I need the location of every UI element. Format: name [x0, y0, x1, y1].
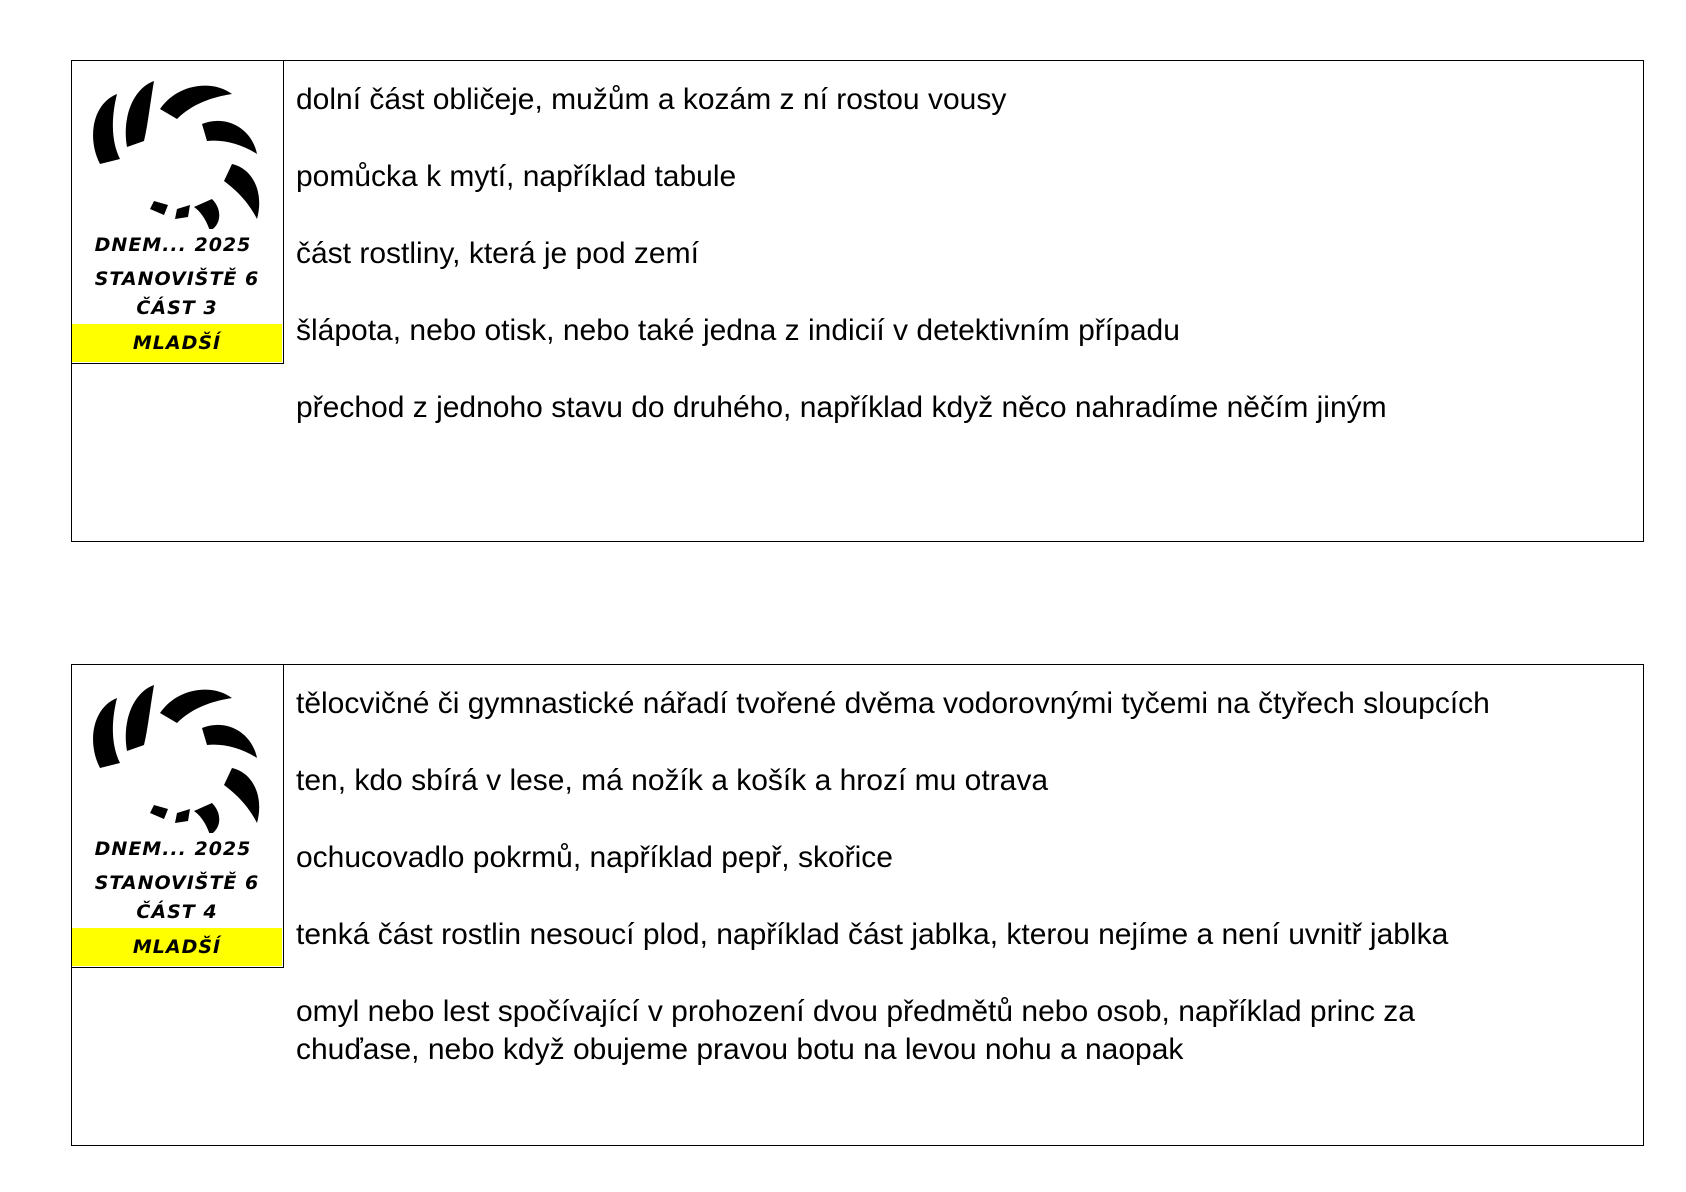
clue-item: tenká část rostlin nesoucí plod, například část jablka, kterou nejíme a není uvnitř jablka — [296, 918, 1449, 951]
clue-item: tělocvičné či gymnastické nářadí tvořené dvěma vodorovnými tyčemi na čtyřech sloupcích — [296, 687, 1490, 720]
clue-item: pomůcka k mytí, například tabule — [296, 160, 737, 193]
swirl-logo-icon — [82, 673, 272, 833]
clue-item: šlápota, nebo otisk, nebo také jedna z indicií v detektivním případu — [296, 314, 1180, 347]
logo-event-year: DNEM... 2025 — [94, 234, 252, 256]
clue-list — [296, 685, 1626, 1108]
logo-station: STANOVIŠTĚ 6 — [94, 872, 260, 894]
logo-event-year: DNEM... 2025 — [94, 838, 252, 860]
event-logo — [72, 61, 284, 364]
logo-part: ČÁST 4 — [136, 901, 218, 923]
clue-item: ochucovadlo pokrmů, například pepř, skořice — [296, 841, 893, 874]
clue-item: dolní část obličeje, mužům a kozám z ní rostou vousy — [296, 83, 1007, 116]
clue-item: přechod z jednoho stavu do druhého, například když něco nahradíme něčím jiným — [296, 391, 1387, 424]
clue-item: omyl nebo lest spočívající v prohození dvou předmětů nebo osob, například princ za chuďase, nebo když obujeme pravou botu na levou nohu a naopak — [296, 995, 1415, 1066]
clue-list — [296, 81, 1626, 466]
clue-item: část rostliny, která je pod zemí — [296, 237, 699, 270]
logo-group: MLADŠÍ — [132, 936, 222, 958]
clue-item: ten, kdo sbírá v lese, má nožík a košík a hrozí mu otrava — [296, 764, 1049, 797]
logo-group: MLADŠÍ — [132, 332, 222, 354]
swirl-logo-icon — [82, 69, 272, 229]
logo-part: ČÁST 3 — [136, 297, 218, 319]
clue-card-2 — [71, 664, 1644, 1146]
event-logo — [72, 665, 284, 968]
logo-station: STANOVIŠTĚ 6 — [94, 268, 260, 290]
clue-card-1 — [71, 60, 1644, 542]
